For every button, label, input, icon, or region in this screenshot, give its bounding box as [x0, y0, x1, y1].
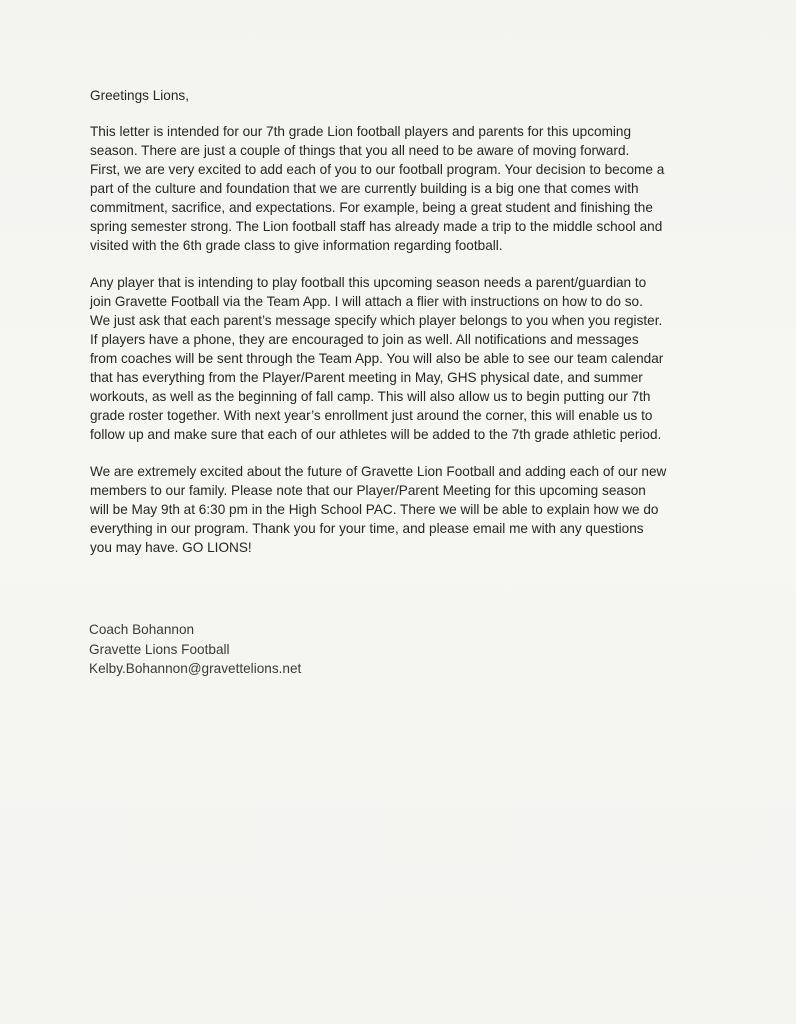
paragraph-line: that has everything from the Player/Parent meeting in May, GHS physical date, and summer: [90, 370, 643, 385]
paragraph-line: First, we are very excited to add each of you to our football program. Your decision to become a: [90, 162, 665, 177]
signature-organization: Gravette Lions Football: [89, 641, 230, 657]
paragraph-line: will be May 9th at 6:30 pm in the High School PAC. There we will be able to explain how we do: [90, 502, 659, 517]
paragraph-line: grade roster together. With next year’s enrollment just around the corner, this will enable us to: [90, 408, 653, 423]
paragraph-line: We are extremely excited about the future of Gravette Lion Football and adding each of our new: [90, 464, 667, 479]
signature-email: Kelby.Bohannon@gravettelions.net: [89, 661, 302, 676]
paragraph-line: If players have a phone, they are encouraged to join as well. All notifications and messages: [90, 332, 639, 347]
paragraph-line: Any player that is intending to play football this upcoming season needs a parent/guardian to: [90, 275, 647, 290]
paragraph-line: follow up and make sure that each of our athletes will be added to the 7th grade athletic period.: [90, 427, 662, 442]
letter-greeting: Greetings Lions,: [90, 88, 189, 103]
signature-name: Coach Bohannon: [89, 622, 195, 637]
signature-block: [89, 620, 301, 679]
paragraph-team-app: [90, 273, 710, 444]
paragraph-line: from coaches will be sent through the Team App. You will also be able to see our team calendar: [90, 351, 664, 366]
paragraph-line: This letter is intended for our 7th grade Lion football players and parents for this upcoming: [90, 124, 632, 139]
letter-body: [90, 86, 710, 575]
paragraph-line: season. There are just a couple of things that you all need to be aware of moving forward.: [90, 143, 630, 158]
paragraph-line: commitment, sacrifice, and expectations. For example, being a great student and finishing the: [90, 200, 653, 215]
paragraph-line: part of the culture and foundation that we are currently building is a big one that comes with: [90, 181, 639, 196]
paragraph-line: We just ask that each parent’s message specify which player belongs to you when you register.: [90, 313, 663, 328]
paragraph-line: workouts, as well as the beginning of fall camp. This will also allow us to begin putting our 7th: [90, 389, 651, 404]
paragraph-intro: [90, 122, 710, 255]
paragraph-line: visited with the 6th grade class to give information regarding football.: [90, 238, 503, 253]
paragraph-meeting: [90, 462, 710, 557]
paragraph-line: spring semester strong. The Lion football staff has already made a trip to the middle school and: [90, 219, 663, 234]
paragraph-line: join Gravette Football via the Team App. I will attach a flier with instructions on how to do so.: [90, 294, 643, 309]
paragraph-line: everything in our program. Thank you for your time, and please email me with any questions: [90, 521, 644, 536]
paragraph-line: you may have. GO LIONS!: [90, 540, 252, 555]
paragraph-line: members to our family. Please note that our Player/Parent Meeting for this upcoming season: [90, 483, 646, 498]
